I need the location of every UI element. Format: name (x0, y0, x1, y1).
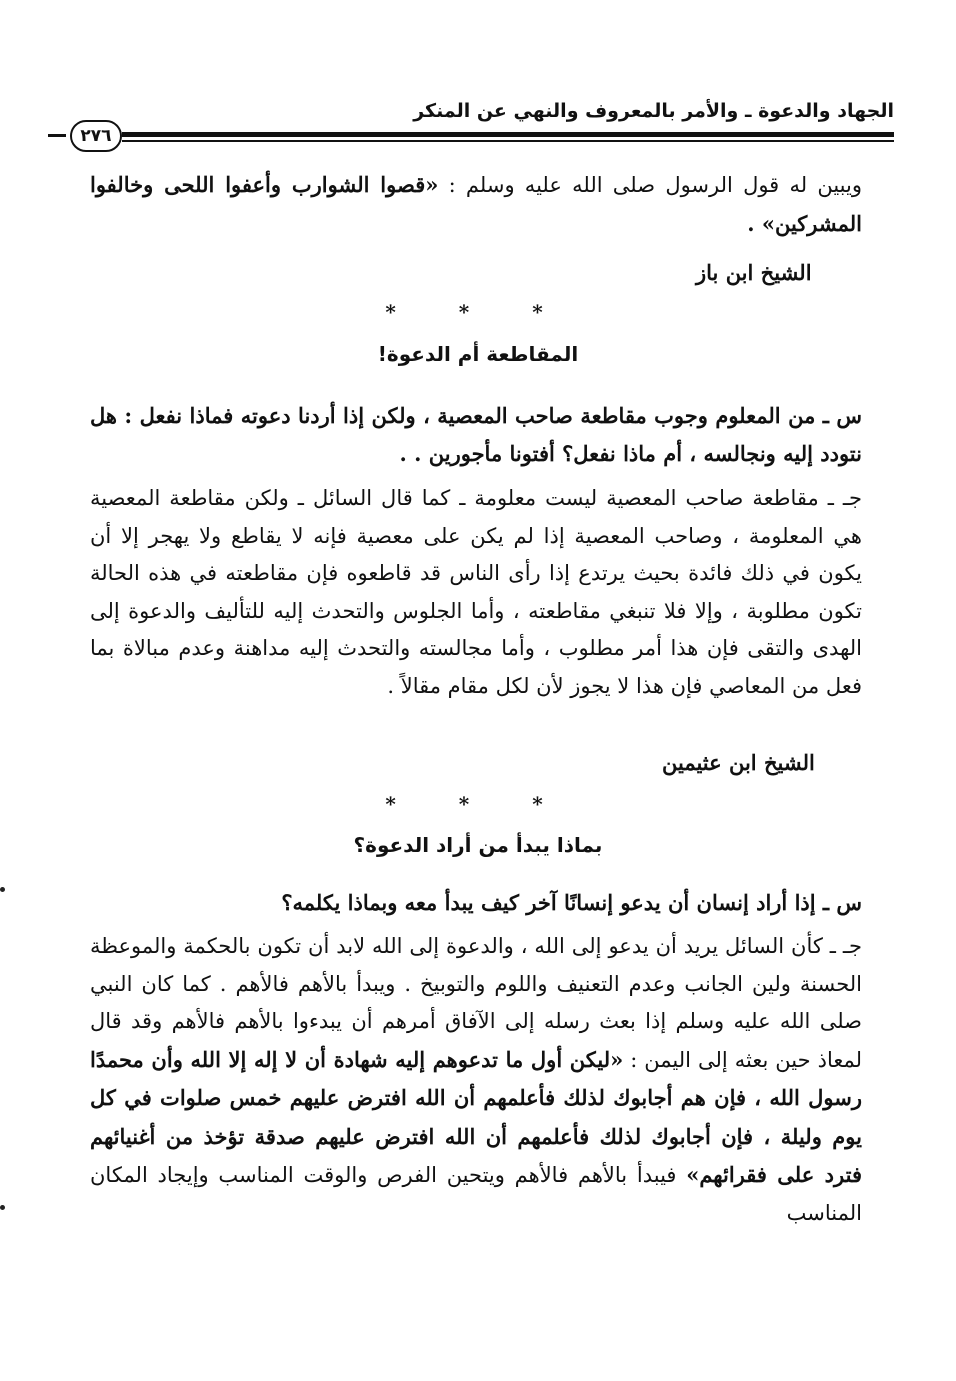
section-title-2: بماذا يبدأ من أراد الدعوة؟ (353, 833, 603, 857)
answer-2-hadith: «ليكن أول ما تدعوهم إليه شهادة أن لا إله إلا الله وأن محمدًا رسول الله ، فإن هم أجابوك لذلك فأعلمهم أن الله افترض عليهم خمس صلوات في كل يوم وليلة ، فإن أجابوك لذلك فأعلمهم أن الله افترض عليهم صدقة تؤخذ من أغنيائهم فترد على فقرائهم» (90, 1046, 862, 1187)
signature-ibn-uthaymeen: الشيخ ابن عثيمين (662, 750, 815, 775)
question-1-text: س ـ من المعلوم وجوب مقاطعة صاحب المعصية ، ولكن إذا أردنا دعوته فماذا نفعل : هل نتودد إليه ونجالسه ، أم ماذا نفعل؟ أفتونا مأجورين . . (90, 403, 862, 466)
answer-2-intro: جـ ـ كأن السائل يريد أن يدعو إلى الله ، والدعوة إلى الله لابد أن تكون بالحكمة والموعظة الحسنة ولين الجانب وعدم التعنيف واللوم والتوبيخ . ويبدأ بالأهم فالأهم . كما كان النبي صلى الله عليه وسلم إذا بعث رسله إلى الآفاق أمرهم أن يبدءوا بالأهم فالأهم وقد قال لمعاذ حين بعثه إلى اليمن : (90, 934, 863, 1072)
header-rule-thick (122, 132, 894, 137)
answer-2 (90, 928, 862, 1232)
answer-1-text: جـ ـ مقاطعة صاحب المعصية ليست معلومة ـ كما قال السائل ـ ولكن مقاطعة المعصية هي المعلومة ، وصاحب المعصية إذا لم يكن على معصية فإنه لا يقاطع ولا يهجر إلا أن يكون في ذلك فائدة بحيث يرتدع إذا رأى الناس قد قاطعوه فإن مقاطعته في هذه الحالة تكون مطلوبة ، وإلا فلا تنبغي مقاطعته ، وأما الجلوس والتحدث إليه للتأليف والدعوة إلى الهدى والتقى فإن هذا أمر مطلوب ، وأما مجالسته والتحدث إليه مداهنة وعدم مبالاة بما فعل من المعاصي فإن هذا لا يجوز لأن لكل مقام مقالاً . (90, 486, 862, 698)
continuation-lead: ويبين له قول الرسول صلى الله عليه وسلم : (438, 173, 862, 197)
section-title-1: المقاطعة أم الدعوة! (377, 342, 579, 366)
page-number: ٢٧٦ (70, 120, 122, 152)
page-header (62, 96, 894, 152)
question-1 (90, 397, 862, 472)
signature-ibn-baz: الشيخ ابن باز (696, 260, 812, 285)
margin-speck (0, 1205, 5, 1210)
continuation-paragraph (90, 166, 862, 243)
question-2-text: س ـ إذا أراد إنسان أن يدعو إنسانًا آخر كيف يبدأ معه وبماذا يكلمه؟ (281, 890, 862, 915)
continuation-hadith: «قصوا الشوارب وأعفوا اللحى وخالفوا المشركين» . (90, 172, 862, 236)
margin-speck (0, 887, 5, 892)
running-title: الجهاد والدعوة ـ والأمر بالمعروف والنهي عن المنكر (413, 100, 894, 122)
page-number-dash (48, 134, 66, 137)
answer-2-tail: فيبدأ بالأهم فالأهم ويتحين الفرص والوقت المناسب وإيجاد المكان المناسب (90, 1163, 862, 1225)
separator-stars-1: * * * (385, 300, 571, 324)
question-2 (90, 884, 862, 922)
header-rule-thin (122, 140, 894, 142)
answer-1 (90, 480, 862, 705)
separator-stars-2: * * * (385, 792, 571, 816)
